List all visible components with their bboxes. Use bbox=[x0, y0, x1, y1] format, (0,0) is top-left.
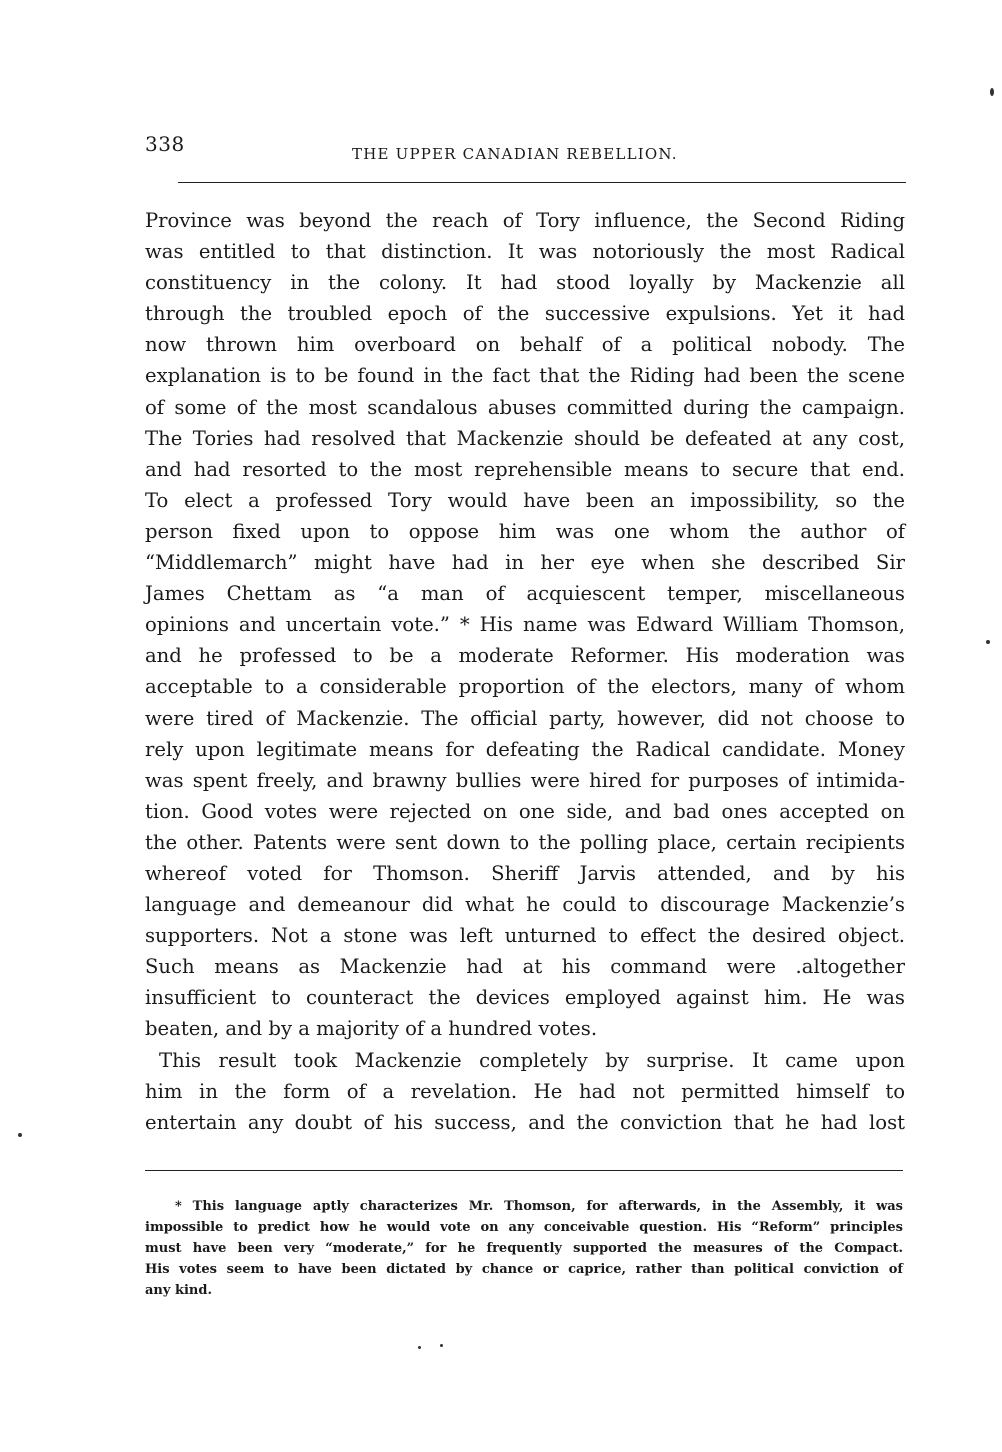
text-line: of some of the most scandalous abuses committed during the campaign. bbox=[145, 395, 905, 419]
text-line: now thrown him overboard on behalf of a political nobody. The bbox=[145, 333, 905, 357]
text-line: supporters. Not a stone was left unturned to effect the desired object. bbox=[145, 924, 905, 948]
text-line: were tired of Mackenzie. The official party, however, did not choose to bbox=[145, 706, 905, 730]
footnote-line: His votes seem to have been dictated by chance or caprice, rather than political conviction of bbox=[145, 1262, 903, 1277]
scan-speck bbox=[18, 1133, 22, 1137]
text-line: constituency in the colony. It had stood loyally by Mackenzie all bbox=[145, 271, 905, 295]
text-line: opinions and uncertain vote.” * His name was Edward William Thomson, bbox=[145, 613, 905, 637]
text-line: the other. Patents were sent down to the polling place, certain recipients bbox=[145, 830, 905, 854]
footnote bbox=[145, 1196, 903, 1301]
text-line: was entitled to that distinction. It was notoriously the most Radical bbox=[145, 240, 905, 264]
text-line: The Tories had resolved that Mackenzie should be defeated at any cost, bbox=[145, 426, 905, 450]
scan-speck bbox=[418, 1346, 421, 1349]
footnote-line: * This language aptly characterizes Mr. Thomson, for afterwards, in the Assembly, it was bbox=[175, 1199, 903, 1214]
text-line: Such means as Mackenzie had at his command were .altogether bbox=[145, 955, 905, 979]
text-line: rely upon legitimate means for defeating the Radical candidate. Money bbox=[145, 737, 905, 761]
footnote-line: must have been very “moderate,” for he frequently supported the measures of the Compact. bbox=[145, 1241, 903, 1256]
scan-speck bbox=[990, 88, 994, 96]
text-line: explanation is to be found in the fact that the Riding had been the scene bbox=[145, 364, 905, 388]
text-line: beaten, and by a majority of a hundred votes. bbox=[145, 1017, 598, 1041]
text-line: entertain any doubt of his success, and the conviction that he had lost bbox=[145, 1110, 905, 1134]
text-line: acceptable to a considerable proportion of the electors, many of whom bbox=[145, 675, 905, 699]
footnote-line: impossible to predict how he would vote on any conceivable question. His “Reform” principles bbox=[145, 1220, 903, 1235]
header-rule bbox=[178, 182, 906, 183]
text-line: insufficient to counteract the devices employed against him. He was bbox=[145, 986, 905, 1010]
text-line: tion. Good votes were rejected on one side, and bad ones accepted on bbox=[145, 799, 905, 823]
text-line: was spent freely, and brawny bullies were hired for purposes of intimida- bbox=[145, 768, 905, 792]
text-line: Province was beyond the reach of Tory influence, the Second Riding bbox=[145, 209, 905, 232]
text-line: “Middlemarch” might have had in her eye when she described Sir bbox=[145, 551, 905, 575]
running-head: THE UPPER CANADIAN REBELLION. bbox=[352, 145, 678, 163]
text-line: whereof voted for Thomson. Sheriff Jarvis attended, and by his bbox=[145, 861, 905, 885]
text-line: and had resorted to the most reprehensible means to secure that end. bbox=[145, 457, 905, 481]
text-line: To elect a professed Tory would have been an impossibility, so the bbox=[145, 488, 905, 512]
footnote-line: any kind. bbox=[145, 1283, 212, 1298]
text-line: James Chettam as “a man of acquiescent temper, miscellaneous bbox=[145, 582, 905, 606]
text-line: and he professed to be a moderate Reformer. His moderation was bbox=[145, 644, 905, 668]
text-line: This result took Mackenzie completely by surprise. It came upon bbox=[159, 1048, 905, 1072]
text-line: person fixed upon to oppose him was one whom the author of bbox=[145, 519, 905, 543]
footnote-rule bbox=[145, 1170, 903, 1171]
body-text bbox=[145, 205, 905, 1138]
text-line: through the troubled epoch of the successive expulsions. Yet it had bbox=[145, 302, 905, 326]
scan-speck bbox=[986, 640, 990, 644]
page-number: 338 bbox=[145, 132, 185, 156]
scan-speck bbox=[440, 1344, 443, 1347]
text-line: language and demeanour did what he could to discourage Mackenzie’s bbox=[145, 893, 905, 917]
text-line: him in the form of a revelation. He had not permitted himself to bbox=[145, 1079, 905, 1103]
